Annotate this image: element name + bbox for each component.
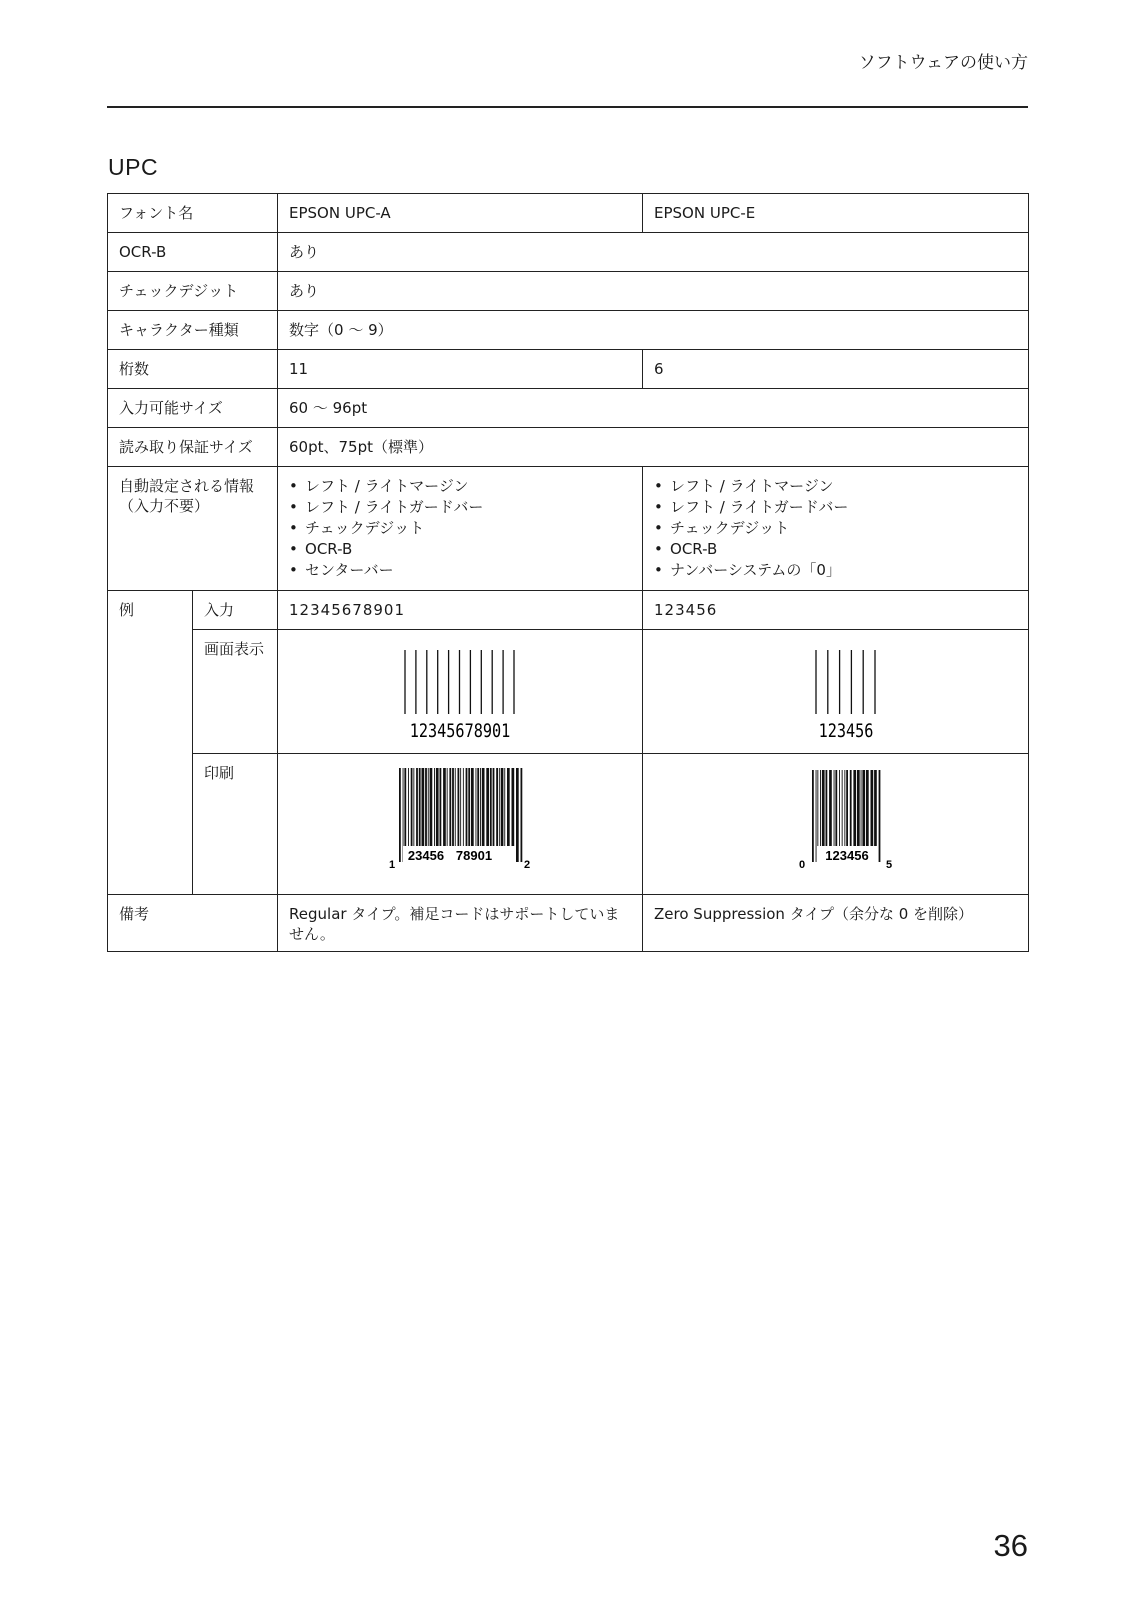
barcode-e-right-digit: 5 (886, 859, 893, 871)
header-rule (107, 106, 1028, 108)
barcode-upc-a (385, 754, 535, 885)
auto-info-list-a (289, 476, 632, 581)
label-auto-info-line1: 自動設定される情報 (119, 477, 255, 495)
row-example-print (108, 754, 1029, 895)
row-example-input (108, 591, 1029, 630)
value-read-size: 60pt、75pt（標準） (278, 428, 1029, 467)
list-item: • レフト / ライトマージン (654, 476, 1018, 497)
notes-upc-e: Zero Suppression タイプ（余分な 0 を削除） (643, 895, 1029, 952)
barcode-upc-e (798, 754, 894, 885)
list-item: • ナンバーシステムの「0」 (654, 560, 1018, 581)
list-item: • OCR-B (654, 539, 1018, 560)
upc-spec-table (107, 193, 1029, 952)
label-read-size: 読み取り保証サイズ (108, 428, 278, 467)
print-upc-e (643, 754, 1029, 895)
font-name-upc-a: EPSON UPC-A (278, 194, 643, 233)
list-item: • センターバー (289, 560, 632, 581)
label-input: 入力 (193, 591, 278, 630)
display-digits-e: 123456 (818, 720, 874, 743)
label-auto-info-line2: （入力不要） (119, 497, 210, 515)
barcode-a-left-digit: 1 (389, 859, 396, 871)
label-font-name: フォント名 (108, 194, 278, 233)
input-upc-a: 12345678901 (278, 591, 643, 630)
label-ocr-b: OCR-B (108, 233, 278, 272)
display-upc-e (643, 630, 1029, 754)
list-item: • レフト / ライトガードバー (654, 497, 1018, 518)
barcode-e-digits: 123456 (825, 848, 869, 863)
screen-display-glyph-a (385, 630, 535, 744)
barcode-e-left-digit: 0 (799, 859, 806, 871)
list-item: • レフト / ライトマージン (289, 476, 632, 497)
row-check-digit (108, 272, 1029, 311)
barcode-a-group1: 23456 (407, 848, 445, 863)
auto-info-list-e (654, 476, 1018, 581)
label-notes: 備考 (108, 895, 278, 952)
notes-upc-a: Regular タイプ。補足コードはサポートしていません。 (278, 895, 643, 952)
digits-upc-a: 11 (278, 350, 643, 389)
input-upc-e: 123456 (643, 591, 1029, 630)
row-auto-info (108, 467, 1029, 591)
label-auto-info (108, 467, 278, 591)
label-check-digit: チェックデジット (108, 272, 278, 311)
page-number: 36 (993, 1528, 1028, 1563)
label-input-size: 入力可能サイズ (108, 389, 278, 428)
auto-info-upc-e (643, 467, 1029, 591)
row-font-name (108, 194, 1029, 233)
screen-display-glyph-e (804, 630, 888, 744)
digits-upc-e: 6 (643, 350, 1029, 389)
row-input-size (108, 389, 1029, 428)
label-digits: 桁数 (108, 350, 278, 389)
list-item: • チェックデジット (289, 518, 632, 539)
display-digits-a: 12345678901 (409, 720, 511, 743)
list-item: • OCR-B (289, 539, 632, 560)
row-notes (108, 895, 1029, 952)
row-read-size (108, 428, 1029, 467)
font-name-upc-e: EPSON UPC-E (643, 194, 1029, 233)
label-example: 例 (108, 591, 193, 895)
running-header: ソフトウェアの使い方 (858, 53, 1028, 73)
barcode-a-group2: 78901 (455, 848, 493, 863)
row-digits (108, 350, 1029, 389)
row-ocr-b (108, 233, 1029, 272)
list-item: • レフト / ライトガードバー (289, 497, 632, 518)
list-item: • チェックデジット (654, 518, 1018, 539)
value-input-size: 60 ～ 96pt (278, 389, 1029, 428)
value-check-digit: あり (278, 272, 1029, 311)
section-title: UPC (108, 154, 159, 180)
value-char-type: 数字（0 ～ 9） (278, 311, 1029, 350)
row-example-display (108, 630, 1029, 754)
row-char-type (108, 311, 1029, 350)
label-print: 印刷 (193, 754, 278, 895)
display-upc-a (278, 630, 643, 754)
value-ocr-b: あり (278, 233, 1029, 272)
label-char-type: キャラクター種類 (108, 311, 278, 350)
print-upc-a (278, 754, 643, 895)
barcode-a-right-digit: 2 (524, 859, 531, 871)
label-display: 画面表示 (193, 630, 278, 754)
auto-info-upc-a (278, 467, 643, 591)
